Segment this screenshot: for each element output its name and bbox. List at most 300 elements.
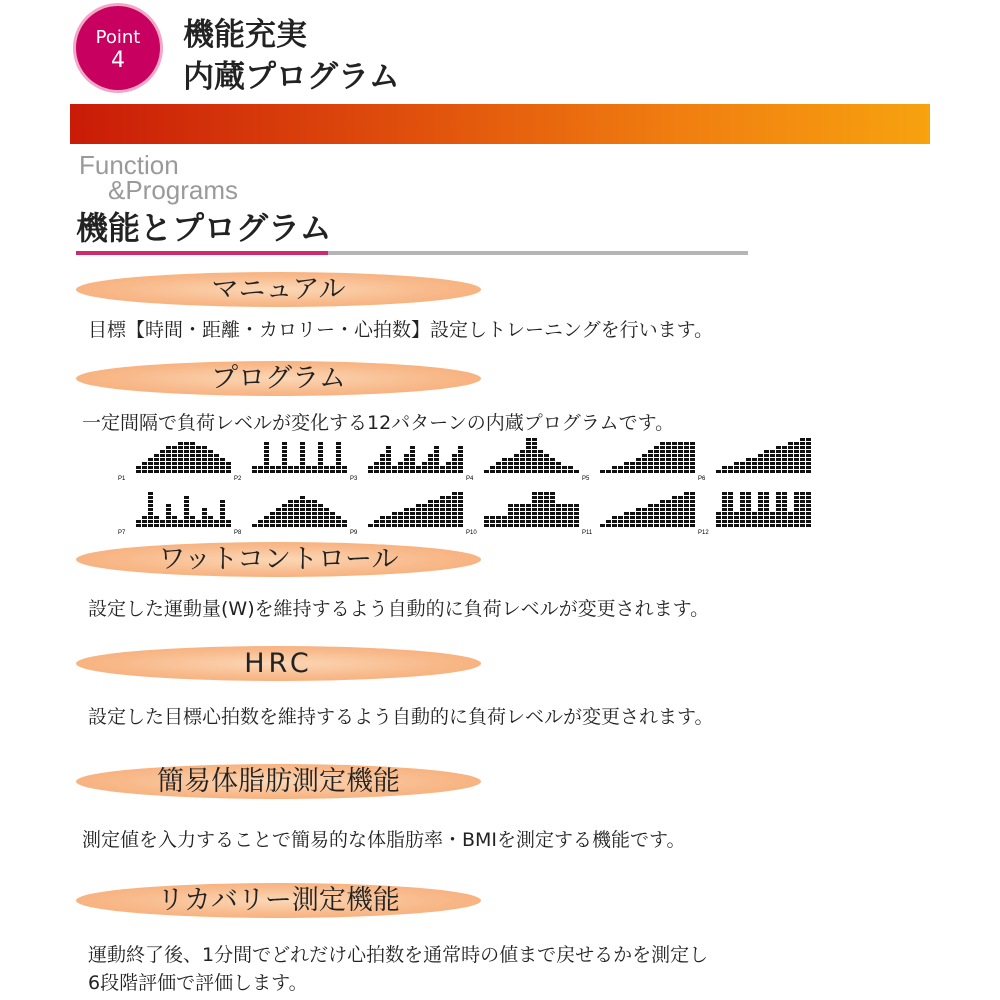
level-segment xyxy=(270,512,275,515)
level-segment xyxy=(184,500,189,503)
level-segment xyxy=(142,516,147,519)
program-pattern-p10 xyxy=(466,490,584,536)
level-segment xyxy=(184,520,189,523)
level-segment xyxy=(282,520,287,523)
level-segment xyxy=(392,512,397,515)
level-segment xyxy=(648,454,653,457)
level-segment xyxy=(562,466,567,469)
level-segment xyxy=(252,470,257,473)
level-segment xyxy=(312,500,317,503)
level-segment xyxy=(648,466,653,469)
level-segment xyxy=(312,516,317,519)
program-bars xyxy=(484,490,580,528)
level-segment xyxy=(514,504,519,507)
level-segment xyxy=(300,504,305,507)
level-segment xyxy=(270,524,275,527)
level-segment xyxy=(538,500,543,503)
level-segment xyxy=(404,454,409,457)
level-segment xyxy=(648,470,653,473)
level-segment xyxy=(336,458,341,461)
program-pattern-p6 xyxy=(698,436,816,482)
level-segment xyxy=(520,458,525,461)
level-segment xyxy=(782,524,787,527)
level-segment xyxy=(318,504,323,507)
level-segment xyxy=(806,438,811,441)
level-segment xyxy=(458,470,463,473)
level-segment xyxy=(678,504,683,507)
level-segment xyxy=(672,450,677,453)
level-segment xyxy=(568,508,573,511)
level-segment xyxy=(654,508,659,511)
level-segment xyxy=(336,466,341,469)
level-segment xyxy=(612,470,617,473)
level-segment xyxy=(544,520,549,523)
level-segment xyxy=(612,524,617,527)
level-segment xyxy=(422,466,427,469)
level-segment xyxy=(386,466,391,469)
level-segment xyxy=(532,438,537,441)
level-segment xyxy=(630,462,635,465)
level-segment xyxy=(458,524,463,527)
level-segment xyxy=(722,508,727,511)
level-segment xyxy=(258,470,263,473)
level-segment xyxy=(678,470,683,473)
level-segment xyxy=(758,520,763,523)
level-segment xyxy=(776,516,781,519)
level-segment xyxy=(574,504,579,507)
program-label: P11 xyxy=(582,530,593,536)
level-segment xyxy=(660,516,665,519)
level-segment xyxy=(172,470,177,473)
level-segment xyxy=(538,450,543,453)
level-segment xyxy=(410,516,415,519)
level-segment xyxy=(764,500,769,503)
level-segment xyxy=(782,496,787,499)
level-segment xyxy=(446,520,451,523)
level-segment xyxy=(526,524,531,527)
level-segment xyxy=(666,470,671,473)
level-segment xyxy=(336,520,341,523)
level-segment xyxy=(746,512,751,515)
level-segment xyxy=(202,454,207,457)
level-segment xyxy=(196,458,201,461)
level-segment xyxy=(208,516,213,519)
level-segment xyxy=(776,504,781,507)
level-segment xyxy=(184,462,189,465)
level-segment xyxy=(282,508,287,511)
level-segment xyxy=(746,500,751,503)
program-bars xyxy=(136,436,232,474)
level-segment xyxy=(684,508,689,511)
level-segment xyxy=(806,512,811,515)
level-segment xyxy=(318,446,323,449)
level-segment xyxy=(514,524,519,527)
level-segment xyxy=(184,446,189,449)
level-segment xyxy=(544,516,549,519)
level-segment xyxy=(746,496,751,499)
level-segment xyxy=(776,470,781,473)
level-segment xyxy=(226,520,231,523)
level-segment xyxy=(538,520,543,523)
level-segment xyxy=(806,496,811,499)
level-segment xyxy=(386,524,391,527)
level-segment xyxy=(538,516,543,519)
level-segment xyxy=(648,462,653,465)
level-segment xyxy=(654,462,659,465)
feature-desc-recovery xyxy=(88,941,948,997)
level-segment xyxy=(202,516,207,519)
level-segment xyxy=(770,450,775,453)
level-segment xyxy=(184,512,189,515)
level-segment xyxy=(220,520,225,523)
level-segment xyxy=(294,524,299,527)
level-segment xyxy=(612,466,617,469)
level-segment xyxy=(196,454,201,457)
level-segment xyxy=(550,496,555,499)
level-segment xyxy=(306,524,311,527)
level-segment xyxy=(178,450,183,453)
level-segment xyxy=(654,504,659,507)
level-segment xyxy=(764,508,769,511)
level-segment xyxy=(496,470,501,473)
level-segment xyxy=(520,508,525,511)
level-segment xyxy=(452,462,457,465)
level-segment xyxy=(270,470,275,473)
level-segment xyxy=(764,524,769,527)
level-segment xyxy=(312,504,317,507)
level-segment xyxy=(574,512,579,515)
level-segment xyxy=(410,466,415,469)
level-segment xyxy=(550,492,555,495)
level-segment xyxy=(648,524,653,527)
level-segment xyxy=(800,496,805,499)
level-segment xyxy=(532,462,537,465)
level-segment xyxy=(434,454,439,457)
level-segment xyxy=(288,520,293,523)
level-segment xyxy=(404,512,409,515)
level-segment xyxy=(166,520,171,523)
level-segment xyxy=(374,466,379,469)
level-segment xyxy=(282,466,287,469)
level-segment xyxy=(550,462,555,465)
level-segment xyxy=(782,512,787,515)
level-segment xyxy=(184,470,189,473)
level-segment xyxy=(282,470,287,473)
level-segment xyxy=(746,492,751,495)
level-segment xyxy=(690,524,695,527)
level-segment xyxy=(148,462,153,465)
level-segment xyxy=(336,470,341,473)
level-segment xyxy=(544,508,549,511)
level-segment xyxy=(386,454,391,457)
level-segment xyxy=(544,500,549,503)
level-segment xyxy=(574,524,579,527)
level-segment xyxy=(544,504,549,507)
level-segment xyxy=(160,466,165,469)
level-segment xyxy=(178,442,183,445)
level-segment xyxy=(312,466,317,469)
level-segment xyxy=(166,454,171,457)
level-segment xyxy=(392,524,397,527)
level-segment xyxy=(166,512,171,515)
program-bars xyxy=(252,436,348,474)
level-segment xyxy=(806,462,811,465)
level-segment xyxy=(624,512,629,515)
level-segment xyxy=(184,454,189,457)
level-segment xyxy=(550,508,555,511)
level-segment xyxy=(502,516,507,519)
level-segment xyxy=(746,470,751,473)
level-segment xyxy=(190,516,195,519)
level-segment xyxy=(458,516,463,519)
program-label: P3 xyxy=(350,476,358,482)
level-segment xyxy=(728,504,733,507)
level-segment xyxy=(422,508,427,511)
program-label: P4 xyxy=(466,476,474,482)
level-segment xyxy=(368,524,373,527)
level-segment xyxy=(728,516,733,519)
level-segment xyxy=(800,466,805,469)
level-segment xyxy=(630,520,635,523)
level-segment xyxy=(752,466,757,469)
level-segment xyxy=(758,470,763,473)
level-segment xyxy=(776,446,781,449)
level-segment xyxy=(740,496,745,499)
level-segment xyxy=(758,524,763,527)
level-segment xyxy=(300,442,305,445)
level-segment xyxy=(678,500,683,503)
program-pattern-p11 xyxy=(582,490,700,536)
level-segment xyxy=(318,454,323,457)
level-segment xyxy=(520,512,525,515)
level-segment xyxy=(526,504,531,507)
program-bars xyxy=(716,490,812,528)
level-segment xyxy=(276,520,281,523)
level-segment xyxy=(660,442,665,445)
level-segment xyxy=(684,516,689,519)
level-segment xyxy=(794,450,799,453)
level-segment xyxy=(642,454,647,457)
level-segment xyxy=(734,466,739,469)
level-segment xyxy=(722,512,727,515)
level-segment xyxy=(440,512,445,515)
level-segment xyxy=(374,470,379,473)
level-segment xyxy=(690,504,695,507)
level-segment xyxy=(178,466,183,469)
level-segment xyxy=(282,446,287,449)
level-segment xyxy=(642,470,647,473)
level-segment xyxy=(672,454,677,457)
level-segment xyxy=(764,496,769,499)
level-segment xyxy=(428,454,433,457)
level-segment xyxy=(618,466,623,469)
level-segment xyxy=(672,496,677,499)
level-segment xyxy=(508,516,513,519)
feature-desc-body-fat xyxy=(82,826,942,854)
level-segment xyxy=(398,512,403,515)
level-segment xyxy=(666,454,671,457)
level-segment xyxy=(764,454,769,457)
level-segment xyxy=(220,466,225,469)
level-segment xyxy=(484,516,489,519)
level-segment xyxy=(282,450,287,453)
level-segment xyxy=(556,512,561,515)
level-segment xyxy=(422,516,427,519)
level-segment xyxy=(434,504,439,507)
level-segment xyxy=(324,466,329,469)
level-segment xyxy=(196,450,201,453)
program-label: P9 xyxy=(350,530,358,536)
level-segment xyxy=(312,520,317,523)
level-segment xyxy=(776,454,781,457)
program-pattern-p1 xyxy=(118,436,236,482)
level-segment xyxy=(716,520,721,523)
level-segment xyxy=(294,470,299,473)
level-segment xyxy=(624,462,629,465)
level-segment xyxy=(684,446,689,449)
level-segment xyxy=(690,442,695,445)
level-segment xyxy=(758,496,763,499)
level-segment xyxy=(660,508,665,511)
level-segment xyxy=(264,458,269,461)
level-segment xyxy=(276,470,281,473)
level-segment xyxy=(734,520,739,523)
level-segment xyxy=(318,458,323,461)
level-segment xyxy=(526,508,531,511)
level-segment xyxy=(416,470,421,473)
level-segment xyxy=(214,466,219,469)
level-segment xyxy=(336,454,341,457)
level-segment xyxy=(758,462,763,465)
level-segment xyxy=(556,524,561,527)
level-segment xyxy=(300,470,305,473)
level-segment xyxy=(514,458,519,461)
level-segment xyxy=(636,520,641,523)
level-segment xyxy=(722,500,727,503)
point-badge xyxy=(76,6,160,90)
level-segment xyxy=(458,462,463,465)
level-segment xyxy=(178,524,183,527)
feature-desc-line: 6段階評価で評価します。 xyxy=(88,972,308,994)
level-segment xyxy=(330,470,335,473)
level-segment xyxy=(648,504,653,507)
level-segment xyxy=(794,470,799,473)
level-segment xyxy=(722,516,727,519)
level-segment xyxy=(690,512,695,515)
level-segment xyxy=(642,512,647,515)
level-segment xyxy=(502,520,507,523)
level-segment xyxy=(654,450,659,453)
program-bars xyxy=(368,436,464,474)
level-segment xyxy=(532,500,537,503)
level-segment xyxy=(458,496,463,499)
level-segment xyxy=(636,524,641,527)
level-segment xyxy=(386,450,391,453)
level-segment xyxy=(666,458,671,461)
level-segment xyxy=(776,450,781,453)
level-segment xyxy=(672,470,677,473)
level-segment xyxy=(758,512,763,515)
level-segment xyxy=(208,450,213,453)
level-segment xyxy=(202,462,207,465)
level-segment xyxy=(202,466,207,469)
level-segment xyxy=(562,508,567,511)
level-segment xyxy=(758,516,763,519)
level-segment xyxy=(672,524,677,527)
level-segment xyxy=(782,520,787,523)
level-segment xyxy=(294,504,299,507)
level-segment xyxy=(794,458,799,461)
level-segment xyxy=(800,504,805,507)
level-segment xyxy=(330,520,335,523)
level-segment xyxy=(550,504,555,507)
level-segment xyxy=(428,462,433,465)
level-segment xyxy=(532,458,537,461)
level-segment xyxy=(520,462,525,465)
level-segment xyxy=(734,516,739,519)
level-segment xyxy=(806,500,811,503)
level-segment xyxy=(666,520,671,523)
level-segment xyxy=(226,462,231,465)
level-segment xyxy=(446,504,451,507)
level-segment xyxy=(502,470,507,473)
level-segment xyxy=(508,470,513,473)
level-segment xyxy=(782,466,787,469)
level-segment xyxy=(550,512,555,515)
level-segment xyxy=(550,516,555,519)
feature-desc-line: 目標【時間・距離・カロリー・心拍数】設定しトレーニングを行います。 xyxy=(88,319,714,341)
level-segment xyxy=(166,470,171,473)
level-segment xyxy=(678,446,683,449)
level-segment xyxy=(392,466,397,469)
level-segment xyxy=(300,458,305,461)
level-segment xyxy=(220,504,225,507)
level-segment xyxy=(752,462,757,465)
level-segment xyxy=(550,524,555,527)
level-segment xyxy=(202,458,207,461)
level-segment xyxy=(440,508,445,511)
program-pattern-p8 xyxy=(234,490,352,536)
level-segment xyxy=(276,512,281,515)
level-segment xyxy=(684,504,689,507)
level-segment xyxy=(458,454,463,457)
level-segment xyxy=(722,492,727,495)
level-segment xyxy=(526,462,531,465)
feature-desc-manual xyxy=(88,316,948,344)
feature-pill-manual: マニュアル xyxy=(76,272,481,307)
level-segment xyxy=(172,450,177,453)
level-segment xyxy=(746,516,751,519)
section-title: 機能とプログラム xyxy=(76,209,332,247)
level-segment xyxy=(148,500,153,503)
level-segment xyxy=(562,512,567,515)
level-segment xyxy=(288,508,293,511)
level-segment xyxy=(398,520,403,523)
level-segment xyxy=(532,450,537,453)
level-segment xyxy=(770,462,775,465)
level-segment xyxy=(526,458,531,461)
level-segment xyxy=(776,508,781,511)
level-segment xyxy=(422,462,427,465)
level-segment xyxy=(728,520,733,523)
level-segment xyxy=(728,524,733,527)
level-segment xyxy=(288,466,293,469)
level-segment xyxy=(636,470,641,473)
level-segment xyxy=(776,500,781,503)
level-segment xyxy=(452,500,457,503)
level-segment xyxy=(770,512,775,515)
feature-desc-line: 設定した運動量(W)を維持するよう自動的に負荷レベルが変更されます。 xyxy=(88,598,710,620)
